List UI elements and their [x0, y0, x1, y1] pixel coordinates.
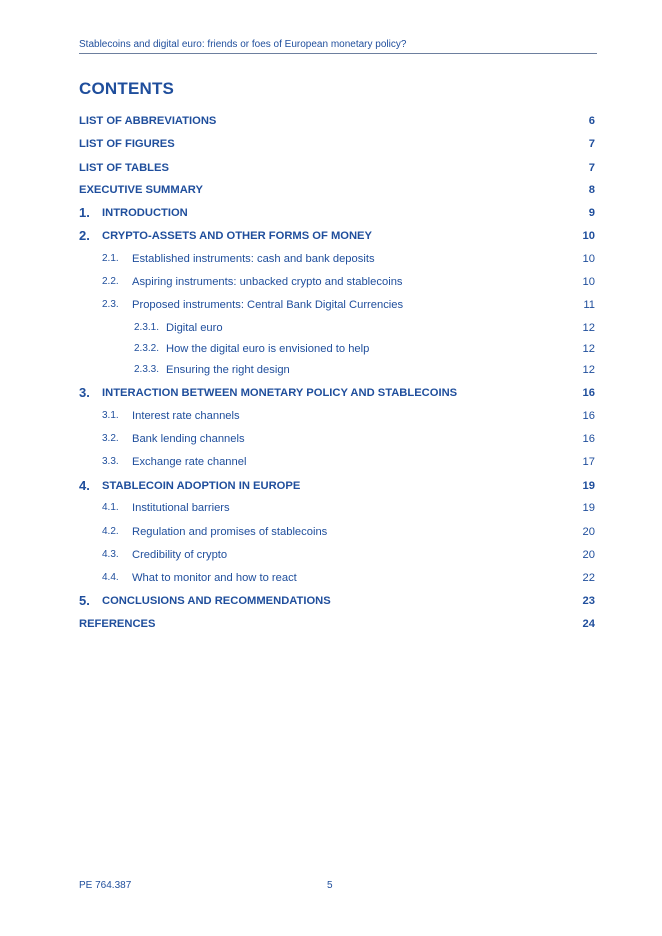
toc-entry-number: 2.1. — [102, 253, 119, 264]
toc-entry[interactable] — [79, 570, 597, 586]
toc-entry-title: INTRODUCTION — [102, 207, 188, 219]
toc-entry[interactable] — [79, 385, 597, 401]
toc-entry-title: CRYPTO-ASSETS AND OTHER FORMS OF MONEY — [102, 230, 372, 242]
toc-entry-title: LIST OF FIGURES — [79, 138, 175, 150]
toc-entry-page: 16 — [582, 433, 595, 445]
toc-entry-title: CONCLUSIONS AND RECOMMENDATIONS — [102, 595, 331, 607]
toc-entry[interactable] — [79, 500, 597, 516]
toc-entry-title: Exchange rate channel — [132, 456, 247, 468]
toc-entry-number: 4.4. — [102, 572, 119, 583]
toc-entry-page: 12 — [582, 364, 595, 376]
toc-entry-title: EXECUTIVE SUMMARY — [79, 184, 203, 196]
toc-entry[interactable] — [79, 205, 597, 221]
toc-entry-page: 19 — [582, 480, 595, 492]
toc-entry-page: 7 — [588, 162, 595, 174]
toc-entry-page: 6 — [588, 115, 595, 127]
toc-entry-page: 12 — [582, 322, 595, 334]
toc-entry-title: LIST OF ABBREVIATIONS — [79, 115, 217, 127]
toc-entry-title: Bank lending channels — [132, 433, 245, 445]
toc-entry[interactable] — [79, 228, 597, 244]
toc-entry[interactable] — [79, 274, 597, 290]
toc-entry-title: STABLECOIN ADOPTION IN EUROPE — [102, 480, 301, 492]
toc-entry-number: 3.3. — [102, 456, 119, 467]
toc-entry-title: Proposed instruments: Central Bank Digital Currencies — [132, 299, 404, 311]
toc-entry[interactable] — [79, 454, 597, 470]
toc-entry-number: 3.1. — [102, 410, 119, 421]
toc-entry-number: 2.3.1. — [134, 322, 160, 333]
toc-entry-number: 3.2. — [102, 433, 119, 444]
toc-entry-number: 5. — [79, 593, 90, 608]
toc-entry-page: 16 — [582, 410, 595, 422]
toc-entry[interactable] — [79, 136, 597, 152]
toc-entry-title: REFERENCES — [79, 618, 156, 630]
toc-entry-number: 2.3. — [102, 299, 119, 310]
toc-entry-title: Ensuring the right design — [166, 364, 290, 376]
toc-entry-number: 2.3.3. — [134, 364, 160, 375]
toc-entry-number: 1. — [79, 205, 90, 220]
toc-entry[interactable] — [79, 182, 597, 198]
toc-entry[interactable] — [79, 431, 597, 447]
toc-entry-page: 23 — [582, 595, 595, 607]
toc-entry-number: 2.2. — [102, 276, 119, 287]
toc-entry[interactable] — [79, 251, 597, 267]
contents-heading: CONTENTS — [79, 79, 175, 98]
running-header: Stablecoins and digital euro: friends or foes of European monetary policy? — [79, 39, 597, 54]
toc-entry-title: What to monitor and how to react — [132, 572, 297, 584]
toc-entry-page: 10 — [582, 230, 595, 242]
toc-entry-page: 7 — [588, 138, 595, 150]
toc-entry[interactable] — [79, 113, 597, 129]
toc-entry-title: Interest rate channels — [132, 410, 240, 422]
toc-entry-number: 4.2. — [102, 526, 119, 537]
toc-entry[interactable] — [79, 341, 597, 357]
toc-entry-page: 24 — [582, 618, 595, 630]
toc-entry-page: 11 — [583, 299, 595, 311]
toc-entry-page: 16 — [582, 387, 595, 399]
toc-entry-number: 4.1. — [102, 502, 119, 513]
toc-entry-number: 2.3.2. — [134, 343, 160, 354]
toc-entry-page: 20 — [582, 549, 595, 561]
toc-entry[interactable] — [79, 478, 597, 494]
toc-entry-page: 8 — [588, 184, 595, 196]
toc-entry-number: 2. — [79, 228, 90, 243]
toc-entry-title: Digital euro — [166, 322, 223, 334]
toc-entry-page: 20 — [582, 526, 595, 538]
document-reference: PE 764.387 — [79, 880, 132, 891]
page-number: 5 — [327, 880, 333, 891]
toc-entry-title: How the digital euro is envisioned to help — [166, 343, 370, 355]
toc-entry-title: Institutional barriers — [132, 502, 230, 514]
toc-entry-title: Aspiring instruments: unbacked crypto and stablecoins — [132, 276, 403, 288]
toc-entry-number: 3. — [79, 385, 90, 400]
toc-entry-title: INTERACTION BETWEEN MONETARY POLICY AND STABLECOINS — [102, 387, 458, 399]
toc-entry-page: 19 — [582, 502, 595, 514]
toc-entry[interactable] — [79, 362, 597, 378]
toc-entry-title: Credibility of crypto — [132, 549, 228, 561]
toc-entry[interactable] — [79, 616, 597, 632]
toc-entry-number: 4.3. — [102, 549, 119, 560]
toc-entry-page: 22 — [582, 572, 595, 584]
toc-entry[interactable] — [79, 593, 597, 609]
toc-entry-page: 10 — [582, 253, 595, 265]
toc-entry-number: 4. — [79, 478, 90, 493]
toc-entry-page: 12 — [582, 343, 595, 355]
toc-entry-title: Regulation and promises of stablecoins — [132, 526, 328, 538]
toc-entry-title: LIST OF TABLES — [79, 162, 169, 174]
toc-entry[interactable] — [79, 524, 597, 540]
toc-entry-page: 9 — [588, 207, 595, 219]
toc-entry-title: Established instruments: cash and bank deposits — [132, 253, 375, 265]
toc-entry[interactable] — [79, 160, 597, 176]
toc-entry-page: 10 — [582, 276, 595, 288]
toc-entry[interactable] — [79, 297, 597, 313]
toc-entry-page: 17 — [582, 456, 595, 468]
toc-entry[interactable] — [79, 408, 597, 424]
toc-entry[interactable] — [79, 320, 597, 336]
toc-entry[interactable] — [79, 547, 597, 563]
